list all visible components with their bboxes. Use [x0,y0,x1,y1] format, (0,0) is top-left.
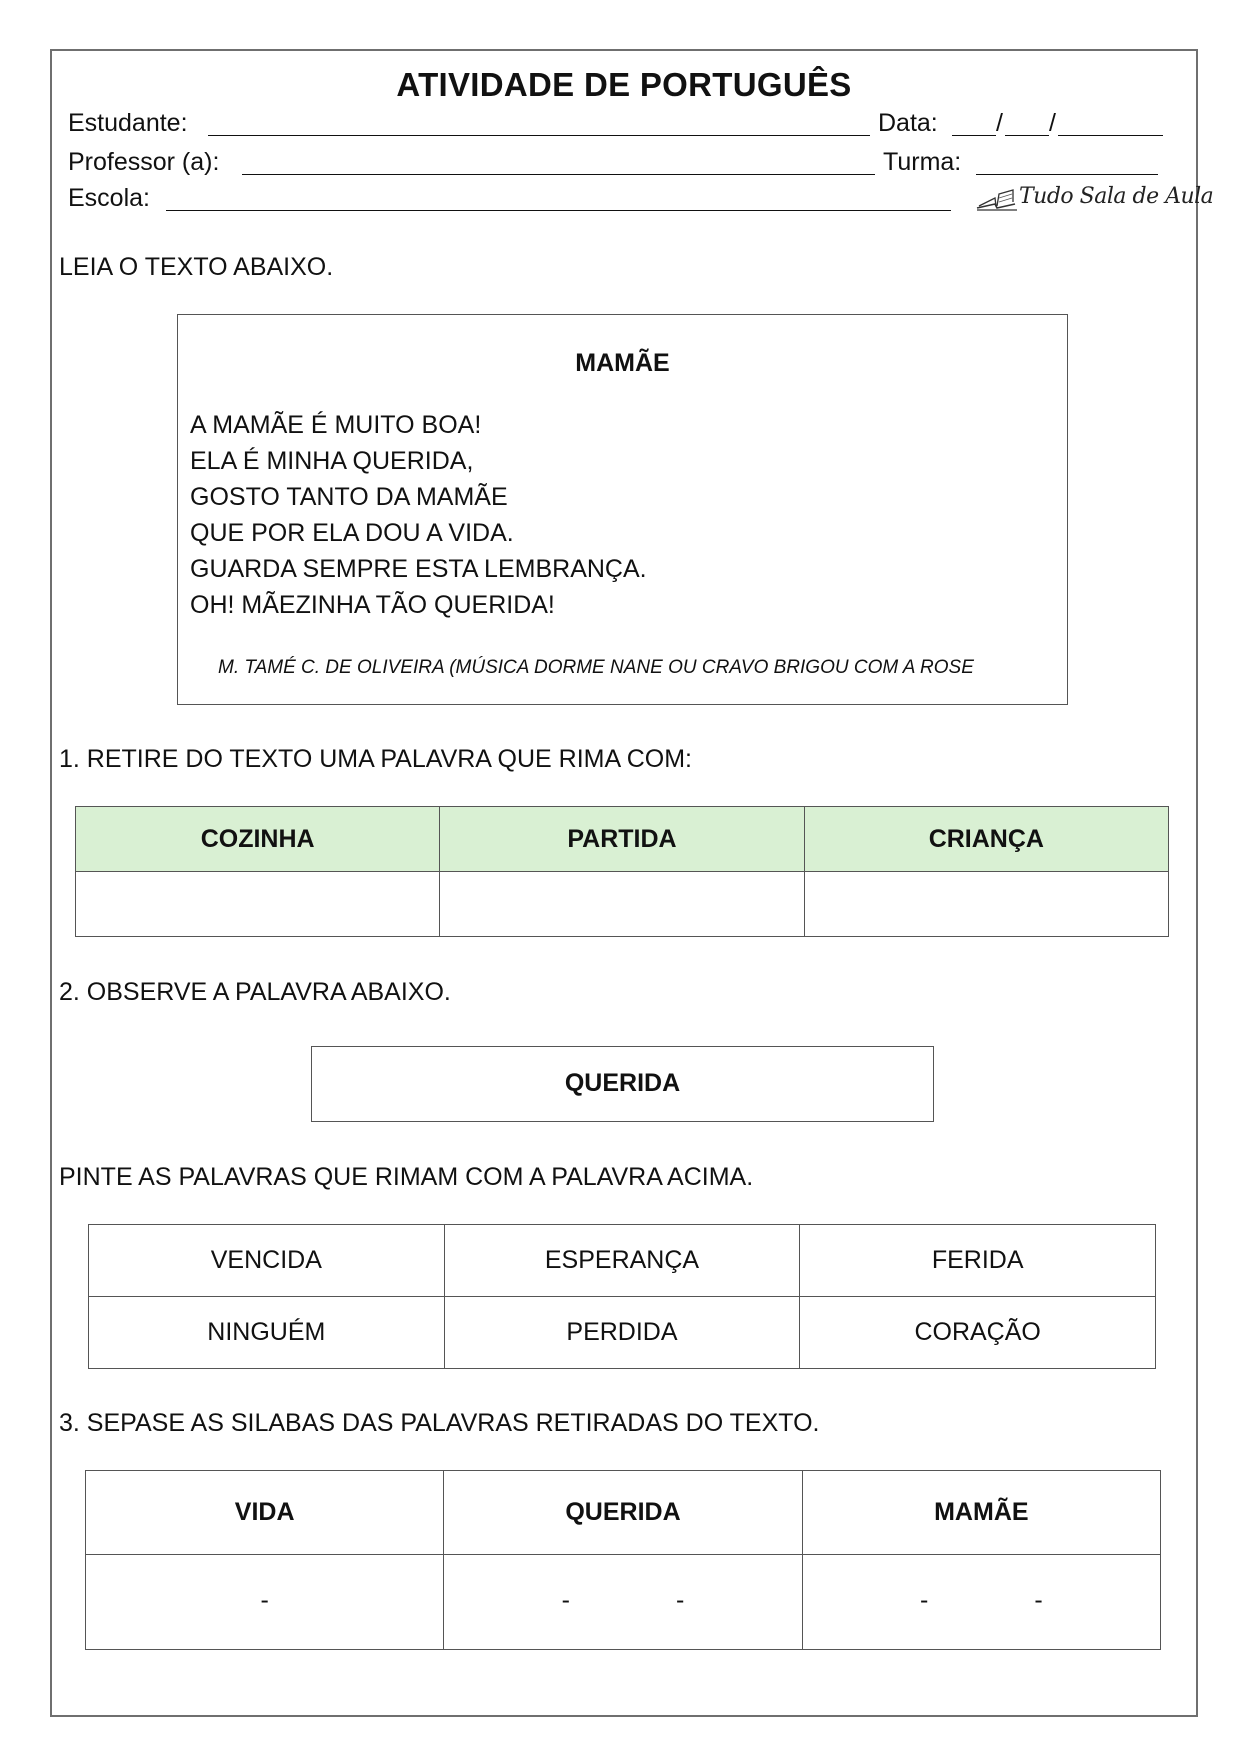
question-2-prompt: 2. OBSERVE A PALAVRA ABAIXO. [59,978,451,1006]
teacher-field[interactable] [242,174,875,175]
syllable-answer-cell[interactable] [444,1555,802,1650]
question-3-prompt: 3. SEPASE AS SILABAS DAS PALAVRAS RETIRADAS DO TEXTO. [59,1409,820,1437]
rhyme-header-partida: PARTIDA [440,807,804,872]
word-choice-cell[interactable]: ESPERANÇA [444,1225,800,1297]
logo-text: Tudo Sala de Aula [1019,184,1214,209]
book-icon [975,184,1019,214]
poem-author: M. TAMÉ C. DE OLIVEIRA (MÚSICA DORME NANE OU CRAVO BRIGOU COM A ROSE [218,657,974,678]
syllable-dash: - [1034,1586,1043,1615]
poem-text [190,407,647,623]
question-1-prompt: 1. RETIRE DO TEXTO UMA PALAVRA QUE RIMA COM: [59,745,693,773]
student-field[interactable] [208,135,870,136]
rhyme-header-crianca: CRIANÇA [804,807,1168,872]
student-label: Estudante: [68,109,188,137]
date-separator: / [1049,109,1056,137]
syllable-dash: - [919,1586,929,1615]
school-field[interactable] [166,210,951,211]
word-choice-cell[interactable]: VENCIDA [89,1225,445,1297]
syllable-header-vida: VIDA [86,1471,444,1555]
syllable-dash: - [561,1586,570,1615]
poem-title: MAMÃE [575,349,670,377]
word-choice-table [88,1224,1156,1369]
poem-line: QUE POR ELA DOU A VIDA. [190,519,514,547]
class-label: Turma: [883,148,962,176]
rhyme-answer-cell[interactable] [440,872,804,937]
syllable-dash: - [260,1586,269,1615]
syllable-answer-cell[interactable] [802,1555,1160,1650]
word-choice-cell[interactable]: CORAÇÃO [800,1297,1156,1369]
rhyme-answer-cell[interactable] [804,872,1168,937]
paint-instruction: PINTE AS PALAVRAS QUE RIMAM COM A PALAVRA ACIMA. [59,1163,754,1191]
poem-line: GOSTO TANTO DA MAMÃE [190,483,508,511]
word-choice-cell[interactable]: FERIDA [800,1225,1156,1297]
poem-box [177,314,1068,705]
page-title: ATIVIDADE DE PORTUGUÊS [396,66,852,103]
poem-line: GUARDA SEMPRE ESTA LEMBRANÇA. [190,555,647,583]
syllable-table [85,1470,1161,1650]
date-year-field[interactable] [1058,135,1163,136]
word-choice-cell[interactable]: PERDIDA [444,1297,800,1369]
date-month-field[interactable] [1005,135,1049,136]
poem-line: OH! MÃEZINHA TÃO QUERIDA! [190,591,555,619]
syllable-dash: - [675,1586,685,1615]
syllable-header-mamae: MAMÃE [802,1471,1160,1555]
school-label: Escola: [68,184,150,212]
teacher-label: Professor (a): [68,148,220,176]
poem-line: ELA É MINHA QUERIDA, [190,447,474,475]
class-field[interactable] [976,174,1158,175]
date-label: Data: [878,109,938,137]
read-instruction: LEIA O TEXTO ABAIXO. [59,253,334,281]
date-separator: / [996,109,1003,137]
date-day-field[interactable] [952,135,996,136]
target-word-box: QUERIDA [311,1046,934,1122]
syllable-header-querida: QUERIDA [444,1471,802,1555]
rhyme-header-cozinha: COZINHA [76,807,440,872]
syllable-answer-cell[interactable] [86,1555,444,1650]
word-choice-cell[interactable]: NINGUÉM [89,1297,445,1369]
poem-line: A MAMÃE É MUITO BOA! [190,411,482,439]
rhyme-table [75,806,1169,937]
logo [975,184,1214,220]
rhyme-answer-cell[interactable] [76,872,440,937]
